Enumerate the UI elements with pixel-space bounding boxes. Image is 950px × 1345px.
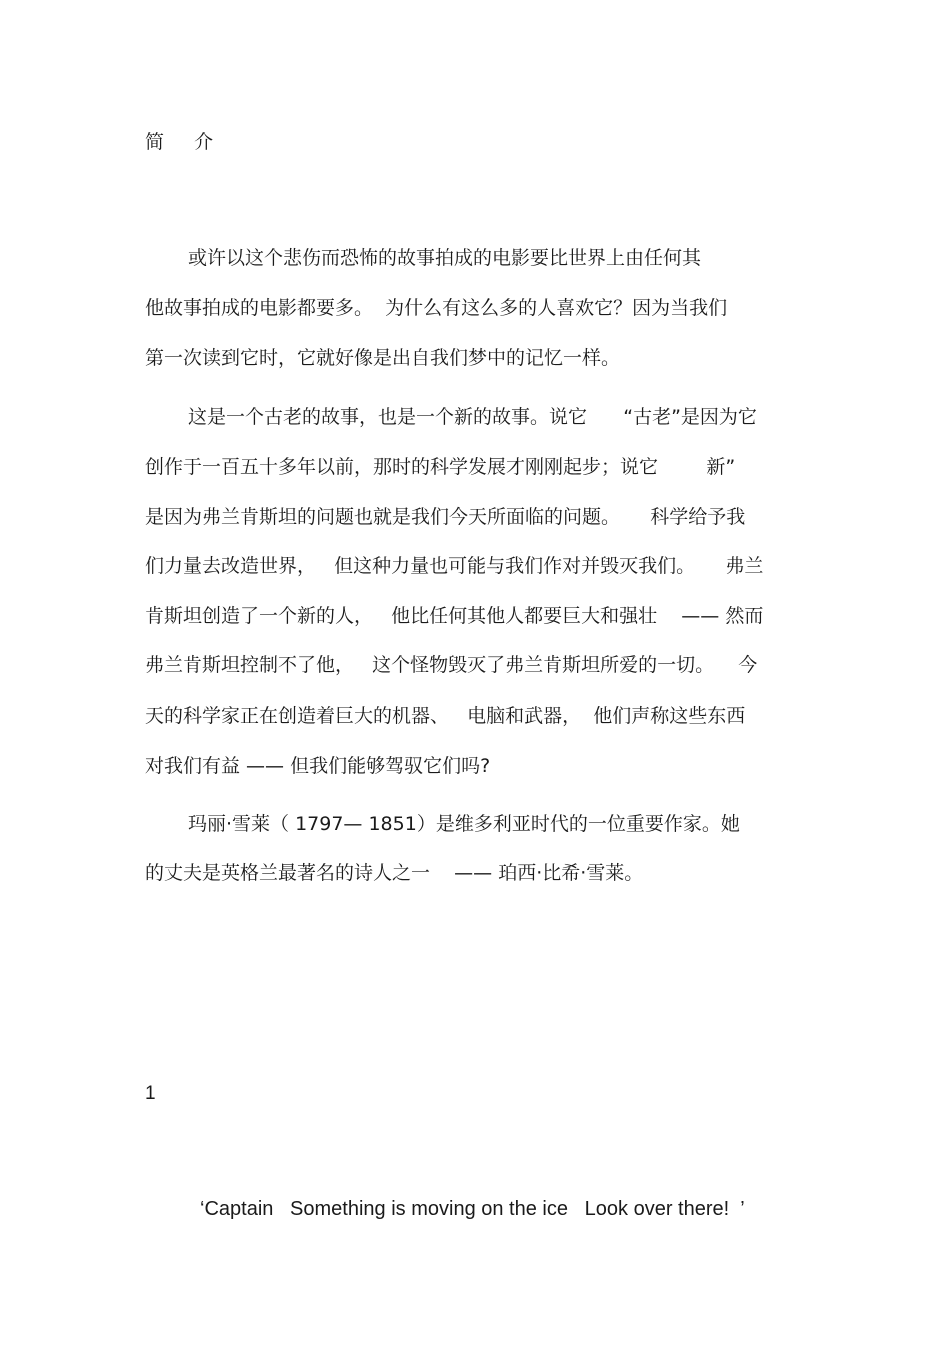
english-dialogue-line: ‘Captain Something is moving on the ice Look over there! ’ <box>200 1198 745 1220</box>
paragraph-1-line-1: 或许以这个悲伤而恐怖的故事拍成的电影要比世界上由任何其 <box>188 247 702 269</box>
paragraph-2-line-7: 天的科学家正在创造着巨大的机器、 电脑和武器， 他们声称这些东西 <box>145 705 746 727</box>
paragraph-1-line-2: 他故事拍成的电影都要多。 为什么有这么多的人喜欢它？因为当我们 <box>145 297 728 319</box>
section-title: 简 介 <box>145 131 220 153</box>
paragraph-1-line-3: 第一次读到它时，它就好像是出自我们梦中的记忆一样。 <box>145 347 621 369</box>
page-number: 1 <box>145 1083 156 1104</box>
paragraph-3-line-2: 的丈夫是英格兰最著名的诗人之一 —— 珀西·比希·雪莱。 <box>145 862 644 884</box>
paragraph-2-line-3: 是因为弗兰肯斯坦的问题也就是我们今天所面临的问题。 科学给予我 <box>145 506 746 528</box>
paragraph-2-line-8: 对我们有益 —— 但我们能够驾驭它们吗? <box>145 755 491 777</box>
paragraph-3-line-1: 玛丽·雪莱（ 1797— 1851）是维多利亚时代的一位重要作家。她 <box>188 813 740 835</box>
paragraph-2-line-4: 们力量去改造世界， 但这种力量也可能与我们作对并毁灭我们。 弗兰 <box>145 555 764 577</box>
paragraph-2-line-5: 肯斯坦创造了一个新的人， 他比任何其他人都要巨大和强壮 —— 然而 <box>145 605 764 627</box>
paragraph-2-line-6: 弗兰肯斯坦控制不了他， 这个怪物毁灭了弗兰肯斯坦所爱的一切。 今 <box>145 654 758 676</box>
paragraph-2-line-1: 这是一个古老的故事，也是一个新的故事。说它 “古老”是因为它 <box>188 406 757 428</box>
paragraph-2-line-2: 创作于一百五十多年以前，那时的科学发展才刚刚起步；说它 新” <box>145 456 736 478</box>
